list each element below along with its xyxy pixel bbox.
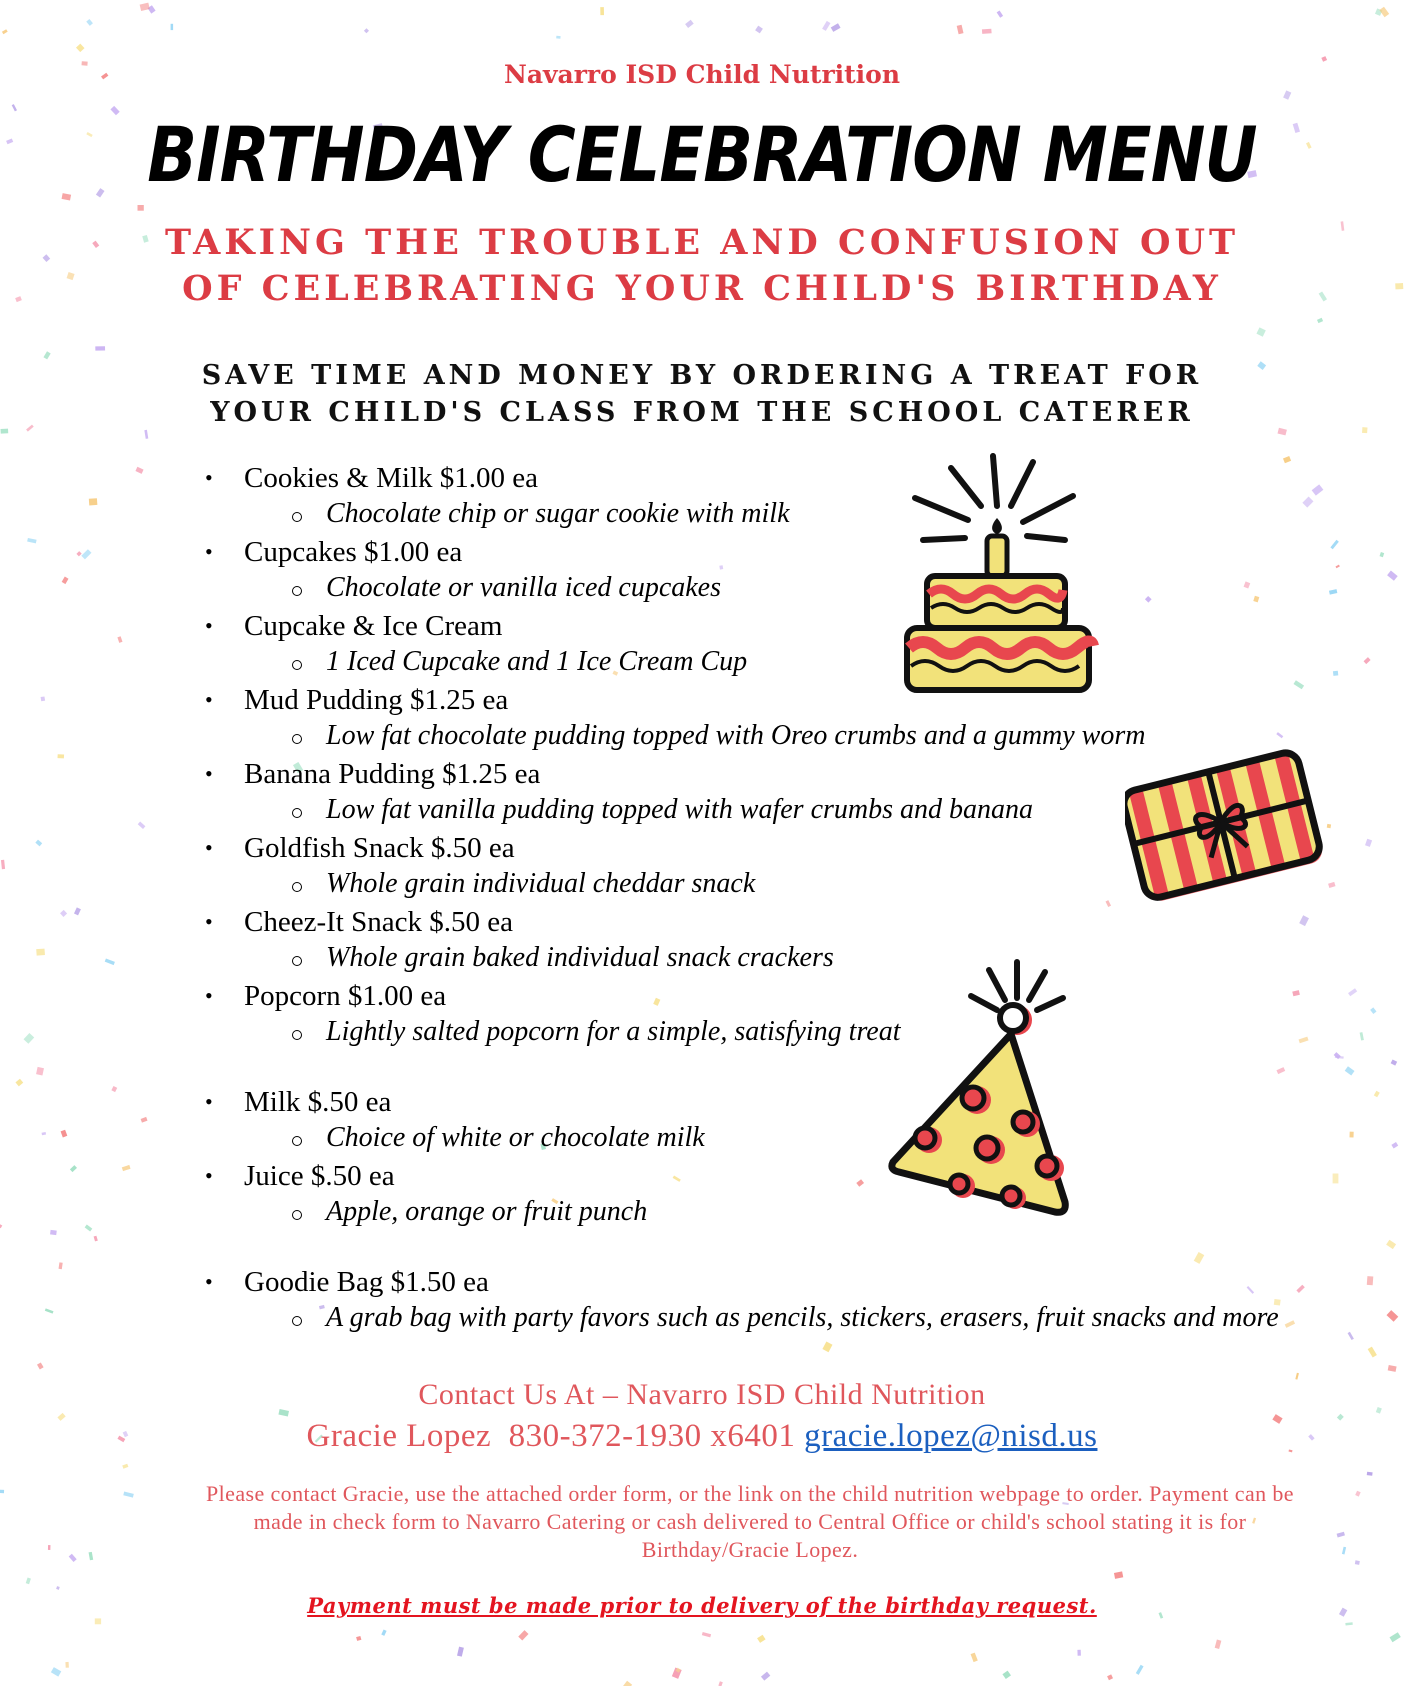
tagline xyxy=(0,357,1404,431)
menu-item-description: Apple, orange or fruit punch xyxy=(326,1196,648,1227)
menu-item-milk xyxy=(200,1084,1260,1158)
bullet-icon: • xyxy=(205,909,213,934)
ordering-note: Please contact Gracie, use the attached order form, or the link on the child nutrition webpage to order. Payment can be made in check form to Navarro Catering or cash delivered to Central Office or child's school stating it is for Birthday/Gracie Lopez. xyxy=(206,1481,1294,1562)
contact-email-link[interactable]: gracie.lopez@nisd.us xyxy=(804,1418,1098,1454)
party-hat-icon xyxy=(885,948,1095,1233)
menu-item-description: Whole grain baked individual snack crackers xyxy=(326,942,834,973)
menu-item-description: Choice of white or chocolate milk xyxy=(326,1122,705,1153)
tagline-line-2: YOUR CHILD'S CLASS FROM THE SCHOOL CATERER xyxy=(210,397,1194,428)
bullet-icon: • xyxy=(205,539,213,564)
menu-item-name: Milk $.50 ea xyxy=(244,1086,392,1118)
sub-bullet-icon xyxy=(292,734,302,744)
menu-item-description: Chocolate or vanilla iced cupcakes xyxy=(326,572,721,603)
menu-item-name: Goldfish Snack $.50 ea xyxy=(244,832,515,864)
menu-item-description: Low fat vanilla pudding topped with wafer crumbs and banana xyxy=(326,794,1034,825)
menu-item-name: Cookies & Milk $1.00 ea xyxy=(244,462,539,494)
sub-bullet-icon xyxy=(292,586,302,596)
bullet-icon: • xyxy=(205,761,213,786)
menu-item-cheez-it-snack xyxy=(200,904,1260,978)
bullet-icon: • xyxy=(205,613,213,638)
sub-bullet-icon xyxy=(292,1210,302,1220)
menu-item-name: Juice $.50 ea xyxy=(244,1160,395,1192)
sub-bullet-icon xyxy=(292,1316,302,1326)
menu-item-description: Chocolate chip or sugar cookie with milk xyxy=(326,498,790,529)
menu-item-banana-pudding xyxy=(200,756,1260,830)
contact-details xyxy=(0,1418,1404,1455)
bullet-icon: • xyxy=(205,687,213,712)
bullet-icon: • xyxy=(205,465,213,490)
menu-item-description: Whole grain individual cheddar snack xyxy=(326,868,756,899)
sub-bullet-icon xyxy=(292,660,302,670)
sub-bullet-icon xyxy=(292,1030,302,1040)
gift-icon xyxy=(1125,748,1340,933)
sub-bullet-icon xyxy=(292,512,302,522)
menu-item-goldfish-snack xyxy=(200,830,1260,904)
menu-item-name: Mud Pudding $1.25 ea xyxy=(244,684,509,716)
menu-item-description: Lightly salted popcorn for a simple, satisfying treat xyxy=(326,1016,901,1047)
cake-icon xyxy=(893,448,1108,708)
menu-item-name: Cheez-It Snack $.50 ea xyxy=(244,906,513,938)
bullet-icon: • xyxy=(205,835,213,860)
bullet-icon: • xyxy=(205,1163,213,1188)
tagline-line-1: SAVE TIME AND MONEY BY ORDERING A TREAT FOR xyxy=(201,360,1203,391)
organization-title: Navarro ISD Child Nutrition xyxy=(503,60,901,89)
bullet-icon: • xyxy=(205,1089,213,1114)
menu-item-name: Popcorn $1.00 ea xyxy=(244,980,447,1012)
menu-item-juice xyxy=(200,1158,1260,1232)
subtitle-line-2: OF CELEBRATING YOUR CHILD'S BIRTHDAY xyxy=(182,268,1222,309)
menu-item-description: A grab bag with party favors such as pencils, stickers, erasers, fruit snacks and more xyxy=(326,1302,1279,1333)
bullet-icon: • xyxy=(205,1269,213,1294)
sub-bullet-icon xyxy=(292,1136,302,1146)
sub-bullet-icon xyxy=(292,882,302,892)
subtitle-line-1: TAKING THE TROUBLE AND CONFUSION OUT xyxy=(164,222,1240,263)
sub-bullet-icon xyxy=(292,808,302,818)
menu-item-popcorn xyxy=(200,978,1260,1052)
menu-item-description: Low fat chocolate pudding topped with Oreo crumbs and a gummy worm xyxy=(326,720,1146,751)
menu-item-goodie-bag xyxy=(200,1264,1279,1338)
contact-phone: 830-372-1930 x6401 xyxy=(508,1418,796,1454)
menu-item-name: Cupcakes $1.00 ea xyxy=(244,536,463,568)
menu-item-description: 1 Iced Cupcake and 1 Ice Cream Cup xyxy=(326,646,748,677)
bullet-icon: • xyxy=(205,983,213,1008)
sub-bullet-icon xyxy=(292,956,302,966)
subtitle xyxy=(0,220,1404,312)
contact-heading: Contact Us At – Navarro ISD Child Nutrition xyxy=(418,1378,986,1411)
contact-name: Gracie Lopez xyxy=(306,1418,492,1454)
page-title: BIRTHDAY CELEBRATION MENU xyxy=(147,110,1257,199)
menu-item-name: Cupcake & Ice Cream xyxy=(244,610,503,642)
payment-warning: Payment must be made prior to delivery of the birthday request. xyxy=(307,1593,1097,1618)
menu-item-name: Goodie Bag $1.50 ea xyxy=(244,1266,489,1298)
menu-item-name: Banana Pudding $1.25 ea xyxy=(244,758,541,790)
